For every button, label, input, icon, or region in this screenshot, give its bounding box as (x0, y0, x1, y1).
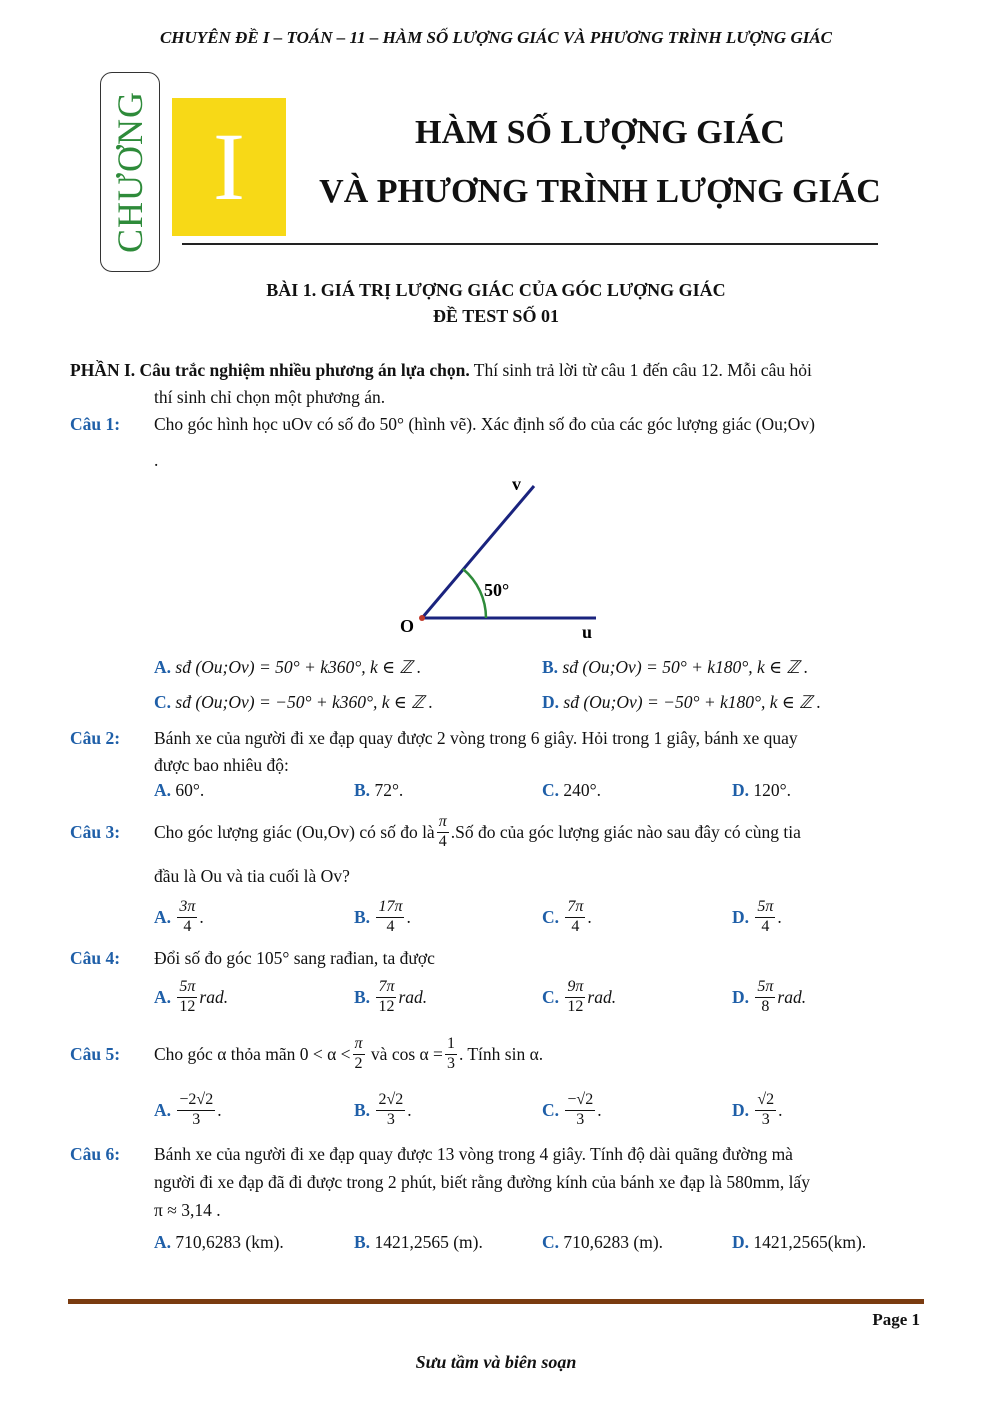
angle-arc (463, 569, 486, 618)
footer-rule (68, 1299, 924, 1304)
q4-option-d[interactable]: D. $\frac{5\pi}{8}$ rad. (732, 978, 807, 1015)
chapter-number-box (172, 98, 286, 236)
q4-text: Đổi số đo góc 105° sang rađian, ta được (154, 948, 435, 968)
q2-line1: Bánh xe của người đi xe đạp quay được 2 vòng trong 6 giây. Hỏi trong 1 giây, bánh xe quay (154, 728, 798, 748)
q3-option-b[interactable]: B. $\frac{17\pi}{4}$ . (354, 898, 411, 935)
label-v: v (512, 474, 521, 494)
part1-line1 (70, 356, 812, 384)
chapter-title-line1: HÀM SỐ LƯỢNG GIÁC (415, 114, 785, 151)
q6-option-a[interactable]: A. 710,6283 (km). (154, 1232, 284, 1252)
q1-text: Cho góc hình học uOv có số đo 50° (hình vẽ). Xác định số đo của các góc lượng giác (Ou;Ov) (154, 414, 815, 434)
q6-line3: π ≈ 3,14 . (154, 1200, 221, 1220)
page-number: Page 1 (872, 1310, 920, 1329)
running-header: CHUYÊN ĐỀ I – TOÁN – 11 – HÀM SỐ LƯỢNG GIÁC VÀ PHƯƠNG TRÌNH LƯỢNG GIÁC (159, 28, 833, 47)
q5-label: Câu 5: (70, 1044, 121, 1064)
q3-option-d[interactable]: D. $\frac{5\pi}{4}$ . (732, 898, 782, 935)
q3-measure-frac: $\frac{\pi}{4}$ (438, 813, 447, 850)
angle-figure (380, 470, 620, 650)
q3-line2: đầu là Ou và tia cuối là Ov? (154, 866, 350, 886)
q1-option-c[interactable]: C. sđ (Ou;Ov) = −50° + k360°, k ∈ ℤ . (154, 692, 434, 712)
q2-option-d[interactable]: D. 120°. (732, 780, 792, 800)
label-u: u (582, 622, 593, 642)
lesson-title: BÀI 1. GIÁ TRỊ LƯỢNG GIÁC CỦA GÓC LƯỢNG GIÁC (266, 280, 726, 300)
q5-text: Cho góc α thỏa mãn 0 < α < $\frac{\pi}{2}$ và cos α = $\frac{1}{3}$ . Tính sin α. (154, 1035, 544, 1072)
q2-option-c[interactable]: C. 240°. (542, 780, 602, 800)
q2-label: Câu 2: (70, 728, 121, 748)
label-o: O (400, 616, 415, 636)
chapter-rule (182, 243, 878, 245)
q1-option-b[interactable]: B. sđ (Ou;Ov) = 50° + k180°, k ∈ ℤ . (542, 657, 809, 677)
q4-option-b[interactable]: B. $\frac{7\pi}{12}$ rad. (354, 978, 428, 1015)
chapter-number: I (213, 113, 245, 220)
chapter-title-line2: VÀ PHƯƠNG TRÌNH LƯỢNG GIÁC (319, 173, 881, 210)
q2-line2: được bao nhiêu độ: (154, 755, 289, 775)
part1-heading: PHẦN I. Câu trắc nghiệm nhiều phương án lựa chọn. (70, 360, 470, 380)
q6-line2: người đi xe đạp đã đi được trong 2 phút, biết rằng đường kính của bánh xe đạp là 580mm, lấy (154, 1172, 810, 1192)
q5-option-a[interactable]: A. $\frac{-2√2}{3}$ . (154, 1091, 222, 1128)
q4-label: Câu 4: (70, 948, 121, 968)
q1-label: Câu 1: (70, 414, 121, 434)
q4-option-c[interactable]: C. $\frac{9\pi}{12}$ rad. (542, 978, 617, 1015)
lesson-subtitle: ĐỀ TEST SỐ 01 (433, 306, 559, 326)
q3-option-c[interactable]: C. $\frac{7\pi}{4}$ . (542, 898, 592, 935)
q3-label: Câu 3: (70, 822, 121, 842)
q1-option-a[interactable]: A. sđ (Ou;Ov) = 50° + k360°, k ∈ ℤ . (154, 657, 422, 677)
vertex-dot (419, 615, 425, 621)
q3-line1: Cho góc lượng giác (Ou,Ov) có số đo là $\frac{\pi}{4}$ .Số đo của góc lượng giác nào sau đây có cùng tia (154, 813, 801, 850)
part1-line2: thí sinh chỉ chọn một phương án. (154, 387, 386, 407)
q6-option-d[interactable]: D. 1421,2565(km). (732, 1232, 867, 1252)
q1-dot: . (154, 450, 159, 470)
q5-option-c[interactable]: C. $\frac{-√2}{3}$ . (542, 1091, 602, 1128)
chapter-side-label: CHƯƠNG (110, 91, 150, 253)
q5-option-d[interactable]: D. $\frac{√2}{3}$ . (732, 1091, 783, 1128)
q6-label: Câu 6: (70, 1144, 121, 1164)
q2-option-b[interactable]: B. 72°. (354, 780, 404, 800)
part1-text1: Thí sinh trả lời từ câu 1 đến câu 12. Mỗi câu hỏi (473, 360, 812, 380)
footer-credit: Sưu tầm và biên soạn (415, 1352, 577, 1372)
q4-option-a[interactable]: A. $\frac{5\pi}{12}$ rad. (154, 978, 229, 1015)
q5-option-b[interactable]: B. $\frac{2√2}{3}$ . (354, 1091, 412, 1128)
ray-ov (422, 486, 534, 618)
label-angle: 50° (484, 580, 510, 600)
q3-option-a[interactable]: A. $\frac{3\pi}{4}$ . (154, 898, 204, 935)
q6-option-b[interactable]: B. 1421,2565 (m). (354, 1232, 483, 1252)
q6-line1: Bánh xe của người đi xe đạp quay được 13 vòng trong 4 giây. Tính độ dài quãng đường mà (154, 1144, 793, 1164)
q6-option-c[interactable]: C. 710,6283 (m). (542, 1232, 664, 1252)
q2-option-a[interactable]: A. 60°. (154, 780, 205, 800)
q1-option-d[interactable]: D. sđ (Ou;Ov) = −50° + k180°, k ∈ ℤ . (542, 692, 822, 712)
